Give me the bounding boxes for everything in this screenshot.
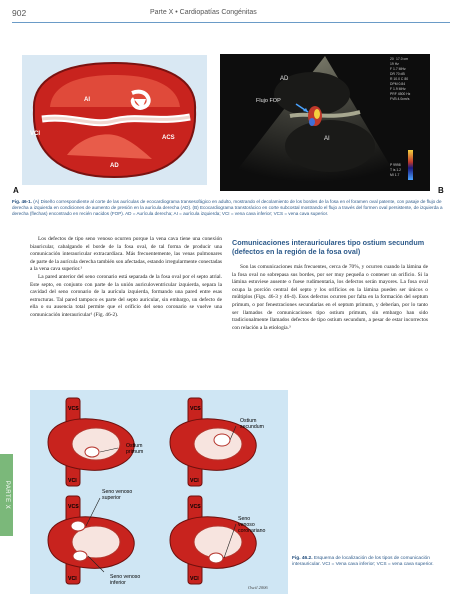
figure-1-caption-text: (A) Diseño correspondiente al corte de las aurículas de ecocardiograma transesofágico en adulto, mostrando el decolamiento de los bordes de la fosa en el foramen oval patente, con pasaje de flujo de derecha a izquierda en condiciones de aumento de presión en la aurícula derecha (AD). (B) Ecocardiograma transtorácico en corte subcostal mostrando el flujo a través del formen oval persistente, de izquierda a derecha (flechas) encontrado en recién nacidos (FOP). AD = Aurícula derecha; AI = aurícula izquierda; VCI = vena cava inferior; VCS = vena cava superior. xyxy=(12,199,443,217)
figure-1b-echocardiogram xyxy=(220,54,430,191)
label-ostium-secundum: Ostium xyxy=(240,418,257,424)
heart-ostium-secundum xyxy=(170,398,256,486)
side-tab-label: PARTE X xyxy=(3,480,10,510)
svg-text:T is 1.2: T is 1.2 xyxy=(390,168,402,172)
chapter-title: Parte X • Cardiopatías Congénitas xyxy=(150,9,257,16)
fig2-vci-3: VCI xyxy=(68,576,77,582)
fig2-vci-4: VCI xyxy=(190,576,199,582)
panel-a-label-vci: VCI xyxy=(30,131,41,137)
section-title: Comunicaciones interauriculares tipo ostium secundum (defectos en la región de la fosa oval) xyxy=(232,238,425,256)
panel-a-label-ai: AI xyxy=(84,97,90,103)
svg-text:F 1.7 MHz: F 1.7 MHz xyxy=(390,67,406,71)
panel-b-label-ad: AD xyxy=(280,76,289,82)
body-paragraph: Son las comunicaciones más frecuentes, cerca de 70%, y ocurren cuando la lámina de la fosa oval no sobrepasa sus bordes, por ser muy pequeña o contener un orificio. Si la lámina estuviese ausente o fuese rudimentaria, los defectos serán mayores. La fosa oval ocupa la porción central del septo y los orificios en la lámina pueden ser únicos o múltiplos (Figs. 46-3 y 46-4). Esos defectos ocurren por falta en la formación del septum primum, o por fenestraciones secundarias en el septum primum, y deberían, por lo tanto ser llamados de comunicaciones tipo ostium primum, sin embargo han sido tradicionalmente llamados defectos de tipo ostium secundum, a pesar de estar incorrectos con relación a la etiología.³ xyxy=(232,264,428,331)
fig2-vcs-3: VCS xyxy=(68,504,79,510)
body-paragraph: Los defectos de tipo seno venoso ocurren porque la vena cava tiene una conexión biauricular, cabalgando el borde de la fosa oval, de tal forma de producir una comunicación interauricular extracardíaca. Más frecuentemente, las venas pulmonares de parte de la aurícula derecha también son afectadas, estando irregularmente conectadas a la vena cava superior.¹ xyxy=(30,236,222,273)
figure-2-diagram xyxy=(30,390,288,594)
figure-2-signature: Oscil 2006 xyxy=(248,585,268,590)
svg-text:DR 70 dB: DR 70 dB xyxy=(390,72,405,76)
figure-2-caption-text: Esquema de localización de los tipos de comunicación interauricular. VCI = Vena cava inferior; VCS = vena cava superior. xyxy=(292,556,434,568)
figure-1a-diagram xyxy=(22,55,207,185)
figure-1-caption xyxy=(12,199,444,217)
panel-b-label-ai: AI xyxy=(324,136,330,142)
svg-text:DPM 0.84: DPM 0.84 xyxy=(390,82,406,86)
svg-text:FVB 4.0cm/s: FVB 4.0cm/s xyxy=(390,97,410,101)
label-ostium-primum: Ostium xyxy=(126,443,143,449)
heart-seno-coronario xyxy=(170,496,256,584)
figure-2-caption xyxy=(292,556,444,568)
label-ostium-primum-2: primum xyxy=(126,449,144,455)
svg-text:20: 20 xyxy=(390,57,394,61)
svg-text:F 1.9 MHz: F 1.9 MHz xyxy=(390,87,406,91)
figure-1-caption-lead: Fig. 46-1. xyxy=(12,199,32,204)
label-seno-superior-2: superior xyxy=(102,495,121,501)
page-number: 902 xyxy=(12,8,27,18)
figure-1-label-a: A xyxy=(13,186,19,195)
svg-text:MI 1.7: MI 1.7 xyxy=(390,173,400,177)
label-ostium-secundum-2: secundum xyxy=(240,424,264,430)
body-right-column xyxy=(232,264,428,332)
panel-a-label-ad: AD xyxy=(110,163,119,169)
svg-text:17.0 cm: 17.0 cm xyxy=(396,57,409,61)
fig2-vcs-1: VCS xyxy=(68,406,79,412)
header-rule xyxy=(12,22,450,23)
panel-b-label-flujo: Flujo FOP xyxy=(256,98,281,104)
svg-text:R 10.0 C 80: R 10.0 C 80 xyxy=(390,77,409,81)
heart-seno-venoso xyxy=(48,496,134,584)
fig2-vcs-2: VCS xyxy=(190,406,201,412)
label-seno-coronario-3: coronariano xyxy=(238,528,266,534)
svg-text:PRF 4500 Hz: PRF 4500 Hz xyxy=(390,92,411,96)
panel-b-readout-bottom xyxy=(390,163,401,177)
svg-text:P 9998: P 9998 xyxy=(390,163,401,167)
label-seno-inferior-2: inferior xyxy=(110,580,126,586)
body-left-column xyxy=(30,236,222,320)
svg-text:19 Hz: 19 Hz xyxy=(390,62,399,66)
panel-a-label-acs: ACS xyxy=(162,135,175,141)
label-seno-inferior: Seno venoso xyxy=(110,574,141,580)
body-paragraph: La pared anterior del seno coronario está separada de la fosa oval por el septo atrial. Este septo, en conjunto con parte de la unión auriculoventricular izquierda, separa la cavidad del seno coronario de la aurícula izquierda, formando una pared entre esas estructuras. Tal pared tampoco es parte del septo auricular, sin embargo, un defecto de ella o su ausencia total permite que el orificio del seno coronario se vuelve una comunicación interauricular¹ (Fig. 46-2). xyxy=(30,273,222,318)
panel-b-readout-top xyxy=(390,57,411,101)
fig2-vci-2: VCI xyxy=(190,478,199,484)
label-seno-coronario-2: venoso xyxy=(238,522,255,528)
fig2-vci-1: VCI xyxy=(68,478,77,484)
side-tab xyxy=(0,454,13,536)
label-seno-superior: Seno venoso xyxy=(102,489,133,495)
figure-1-label-b: B xyxy=(438,186,444,195)
fig2-vcs-4: VCS xyxy=(190,504,201,510)
heart-ostium-primum xyxy=(48,398,134,486)
label-seno-coronario: Seno xyxy=(238,516,251,522)
figure-2-caption-lead: Fig. 46.2. xyxy=(292,556,313,561)
